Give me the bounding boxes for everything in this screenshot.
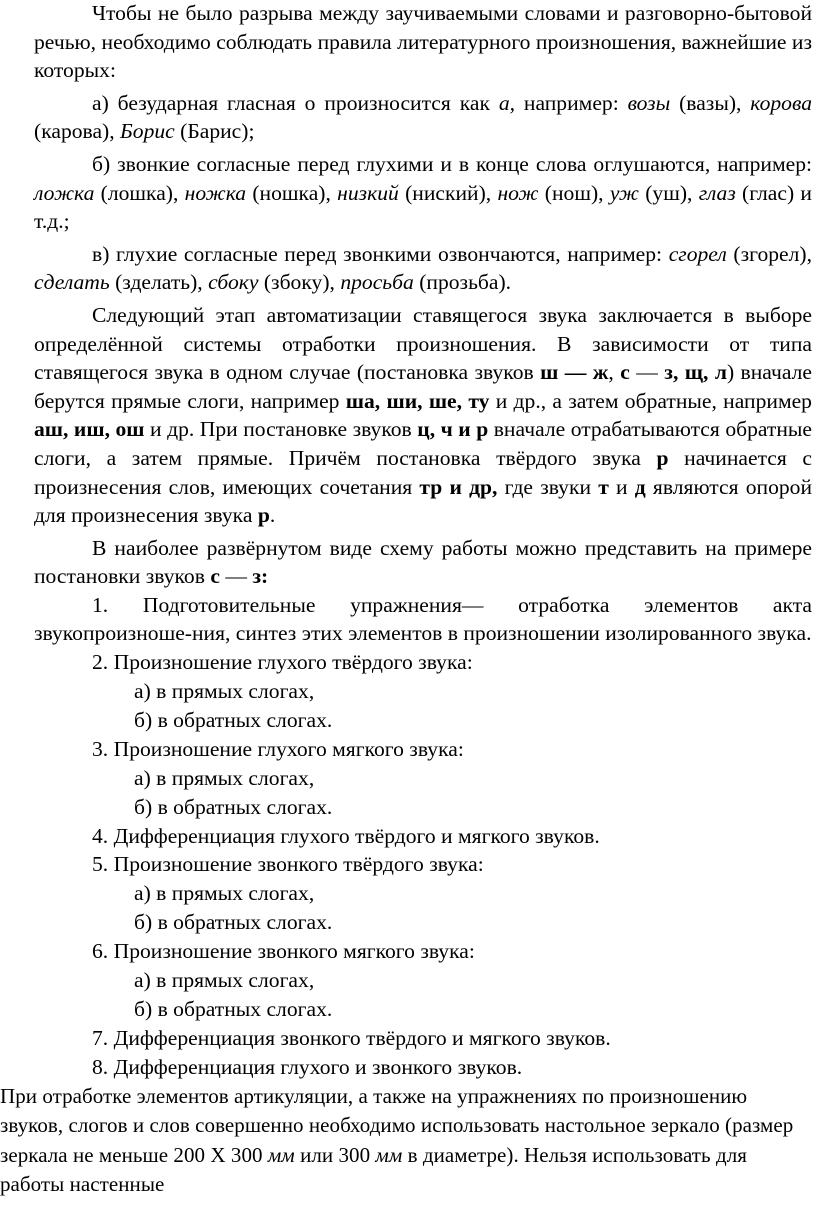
example-word: низкий: [337, 180, 399, 205]
list-subitem: б) в обратных слогах.: [134, 707, 333, 732]
text: (згорел),: [726, 241, 812, 266]
text: Чтобы не было разрыва между заучиваемыми словами и разговорно-бытовой речью, необходимо соблюдать правила литературного произношения, важнейшие из которых:: [34, 1, 812, 83]
text: и др., а затем обратные, например: [489, 388, 812, 413]
paragraph-rule-b: [0, 150, 816, 236]
unit: мм: [375, 1142, 403, 1167]
text: и: [608, 474, 635, 499]
text: (лошка),: [94, 180, 185, 205]
sound-label: з, щ, л: [664, 360, 727, 385]
text: (ниский),: [398, 180, 498, 205]
list-subitem: а) в прямых слогах,: [134, 765, 315, 790]
example-word: глаз: [698, 180, 736, 205]
sound-label: т: [598, 474, 609, 499]
sound-label: тр и др,: [419, 474, 498, 499]
paragraph-automation: [0, 301, 816, 530]
sound-label: с: [210, 564, 220, 589]
list-item-4: 4. Дифференциация глухого твёрдого и мягкого звуков.: [92, 823, 600, 848]
paragraph-mirror: [0, 1082, 816, 1200]
list-item-1: [0, 591, 816, 648]
text: 1. Подготовительные упражнения— отработка элементов акта звукопроизноше-ния, синтез этих элементов в произношении изолированного звука.: [34, 592, 812, 646]
example-word: просьба: [340, 270, 414, 295]
text: являются опорой для произнесения звука: [34, 474, 813, 528]
unit: мм: [267, 1142, 295, 1167]
text: а) безударная гласная о произносится как: [92, 90, 499, 115]
text: (Барис);: [174, 119, 255, 144]
text: (ношка),: [246, 180, 338, 205]
text: При отработке элементов артикуляции, а также на упражнениях по произношению звуков, слогов и слов совершенно необходимо использовать настольное зеркало (размер зеркала не меньше 200 Х 300: [0, 1083, 794, 1167]
text: .: [269, 503, 276, 528]
sound-label: с: [620, 360, 630, 385]
list-item-5: 5. Произношение звонкого твёрдого звука:: [92, 852, 484, 877]
example-word: а,: [498, 90, 516, 115]
text: —: [219, 564, 253, 589]
example-word: нож: [497, 180, 539, 205]
text: (вазы),: [670, 90, 751, 115]
text: (прозьба).: [413, 270, 512, 295]
sound-label: д: [634, 474, 646, 499]
example-word: возы: [627, 90, 671, 115]
sound-label: ша, ши, ше, ту: [345, 388, 490, 413]
example-word: корова: [750, 90, 812, 115]
sound-label: з:: [252, 564, 269, 589]
example-word: ножка: [184, 180, 247, 205]
example-word: ложка: [34, 180, 95, 205]
text: в диаметре). Нельзя использовать для работы настенные: [0, 1142, 747, 1197]
sound-label: ш — ж: [540, 360, 609, 385]
text: Следующий этап автоматизации ставящегося звука заключается в выборе определённой системы отработки произношения. В зависимости от типа ставящегося звука в одном случае (постановка звуков: [34, 302, 812, 385]
example-word: уж: [609, 180, 639, 205]
text: (уш),: [638, 180, 699, 205]
text: ,: [608, 360, 621, 385]
text: в) глухие согласные перед звонкими озвончаются, например:: [92, 241, 669, 266]
sound-label: р: [257, 503, 270, 528]
text: —: [629, 360, 665, 385]
scheme-list: [0, 648, 816, 1082]
text: б) звонкие согласные перед глухими и в конце слова оглушаются, например:: [92, 151, 812, 176]
sound-label: аш, иш, ош: [34, 417, 145, 442]
text: начинается с произнесения слов, имеющих сочетания: [34, 445, 812, 499]
list-subitem: б) в обратных слогах.: [134, 996, 333, 1021]
example-word: сделать: [34, 270, 110, 295]
list-item-3: 3. Произношение глухого мягкого звука:: [92, 736, 464, 761]
example-word: сгорел: [668, 241, 727, 266]
text: и др. При постановке звуков: [144, 417, 418, 442]
list-item-8: 8. Дифференциация глухого и звонкого звуков.: [92, 1054, 523, 1079]
text: или 300: [294, 1142, 376, 1167]
text: (зделать),: [109, 270, 209, 295]
list-subitem: а) в прямых слогах,: [134, 881, 315, 906]
text: ) вначале берутся прямые слоги, например: [34, 360, 813, 413]
text: (глас) и т.д.;: [34, 180, 812, 234]
text: где звуки: [497, 474, 599, 499]
list-item-7: 7. Дифференциация звонкого твёрдого и мягкого звуков.: [92, 1025, 611, 1050]
sound-label: р: [656, 445, 669, 470]
paragraph-rule-c: [0, 240, 816, 297]
list-item-6: 6. Произношение звонкого мягкого звука:: [92, 939, 475, 964]
text: (нош),: [538, 180, 610, 205]
paragraph-intro: [0, 0, 816, 85]
paragraph-scheme-intro: [0, 534, 816, 591]
text: вначале отрабатываются обратные слоги, а затем прямые. Причём постановка твёрдого звука: [34, 417, 813, 470]
text: В наиболее развёрнутом виде схему работы можно представить на примере постановки звуков: [34, 535, 812, 589]
paragraph-rule-a: [0, 89, 816, 146]
sound-label: ц, ч и р: [417, 417, 489, 442]
list-subitem: б) в обратных слогах.: [134, 910, 333, 935]
list-item-2: 2. Произношение глухого твёрдого звука:: [92, 650, 473, 675]
text: например:: [515, 90, 628, 115]
text: (збоку),: [258, 270, 341, 295]
example-word: сбоку: [208, 270, 259, 295]
list-subitem: а) в прямых слогах,: [134, 678, 315, 703]
list-subitem: а) в прямых слогах,: [134, 968, 315, 993]
list-subitem: б) в обратных слогах.: [134, 794, 333, 819]
text: (карова),: [34, 119, 121, 144]
example-word: Борис: [120, 119, 175, 144]
